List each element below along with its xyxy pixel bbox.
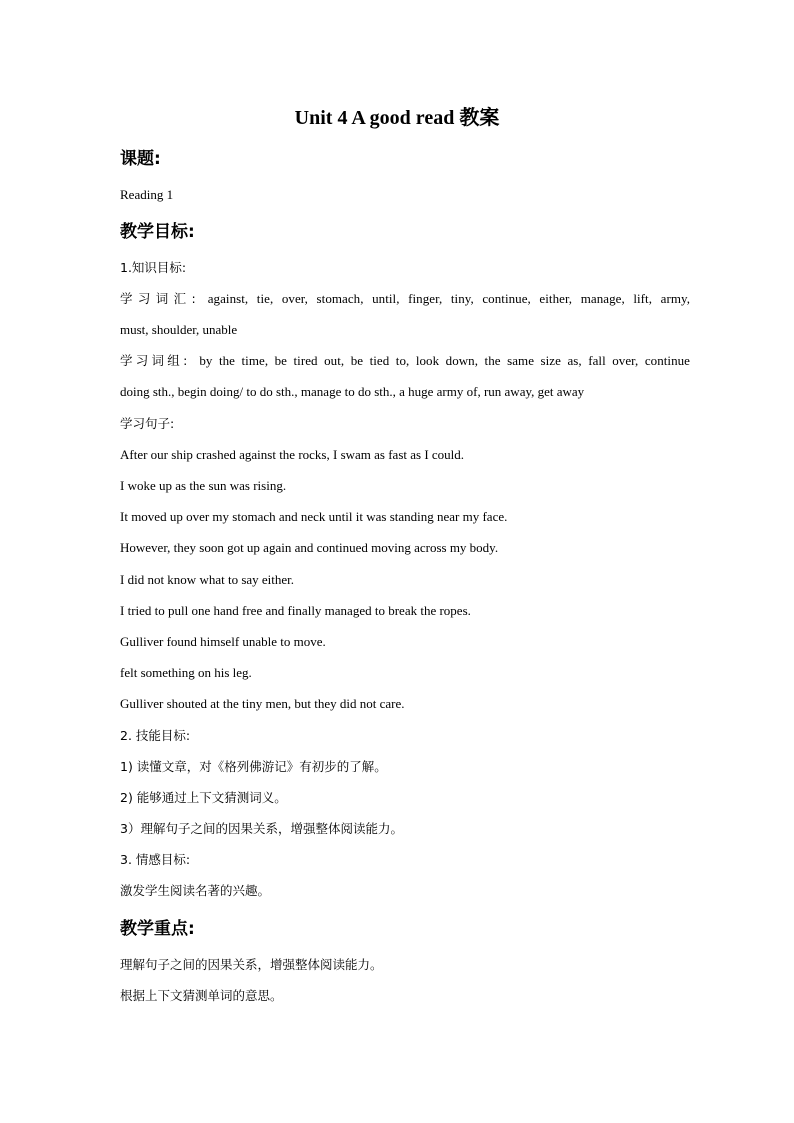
sentence-item: Gulliver found himself unable to move. [120,634,326,649]
topic-text: Reading 1 [120,187,174,202]
topic-heading: 课题: [120,149,161,169]
knowledge-objective-heading: 1.知识目标: [120,260,187,275]
sentence-label: 学习句子: [120,416,175,431]
page-title: Unit 4 A good read 教案 [294,107,500,129]
key-point-item: 理解句子之间的因果关系，增强整体阅读能力。 [120,957,383,972]
vocabulary-line-2: must, shoulder, unable [120,322,238,337]
phrase-line-1 [120,351,690,371]
skill-item: 2) 能够通过上下文猜测词义。 [120,790,287,805]
vocabulary-label: 学习词汇: [120,291,196,306]
sentence-item: I tried to pull one hand free and finally managed to break the ropes. [120,603,471,618]
phrase-words-1: by the time, be tired out, be tied to, look down, the same size as, fall over, continue [199,353,691,368]
sentence-item: However, they soon got up again and continued moving across my body. [120,540,499,555]
vocabulary-line-1 [120,289,690,309]
emotion-objective-text: 激发学生阅读名著的兴趣。 [120,883,271,898]
sentence-item: It moved up over my stomach and neck until it was standing near my face. [120,509,508,524]
skill-item: 1) 读懂文章，对《格列佛游记》有初步的了解。 [120,759,387,774]
sentence-item: felt something on his leg. [120,665,252,680]
sentence-item: Gulliver shouted at the tiny men, but they did not care. [120,696,405,711]
sentence-item: I did not know what to say either. [120,572,295,587]
skill-objective-heading: 2. 技能目标: [120,728,191,743]
skill-item: 3）理解句子之间的因果关系，增强整体阅读能力。 [120,821,403,836]
key-points-heading: 教学重点: [120,919,195,939]
phrase-label: 学习词组: [120,353,188,368]
sentence-item: After our ship crashed against the rocks, I swam as fast as I could. [120,447,465,462]
key-point-item: 根据上下文猜测单词的意思。 [120,988,283,1003]
vocabulary-words-1: against, tie, over, stomach, until, finger, tiny, continue, either, manage, lift, army, [207,291,690,306]
phrase-line-2: doing sth., begin doing/ to do sth., manage to do sth., a huge army of, run away, get away [120,384,585,399]
sentence-item: I woke up as the sun was rising. [120,478,287,493]
emotion-objective-heading: 3. 情感目标: [120,852,191,867]
objectives-heading: 教学目标: [120,222,195,242]
